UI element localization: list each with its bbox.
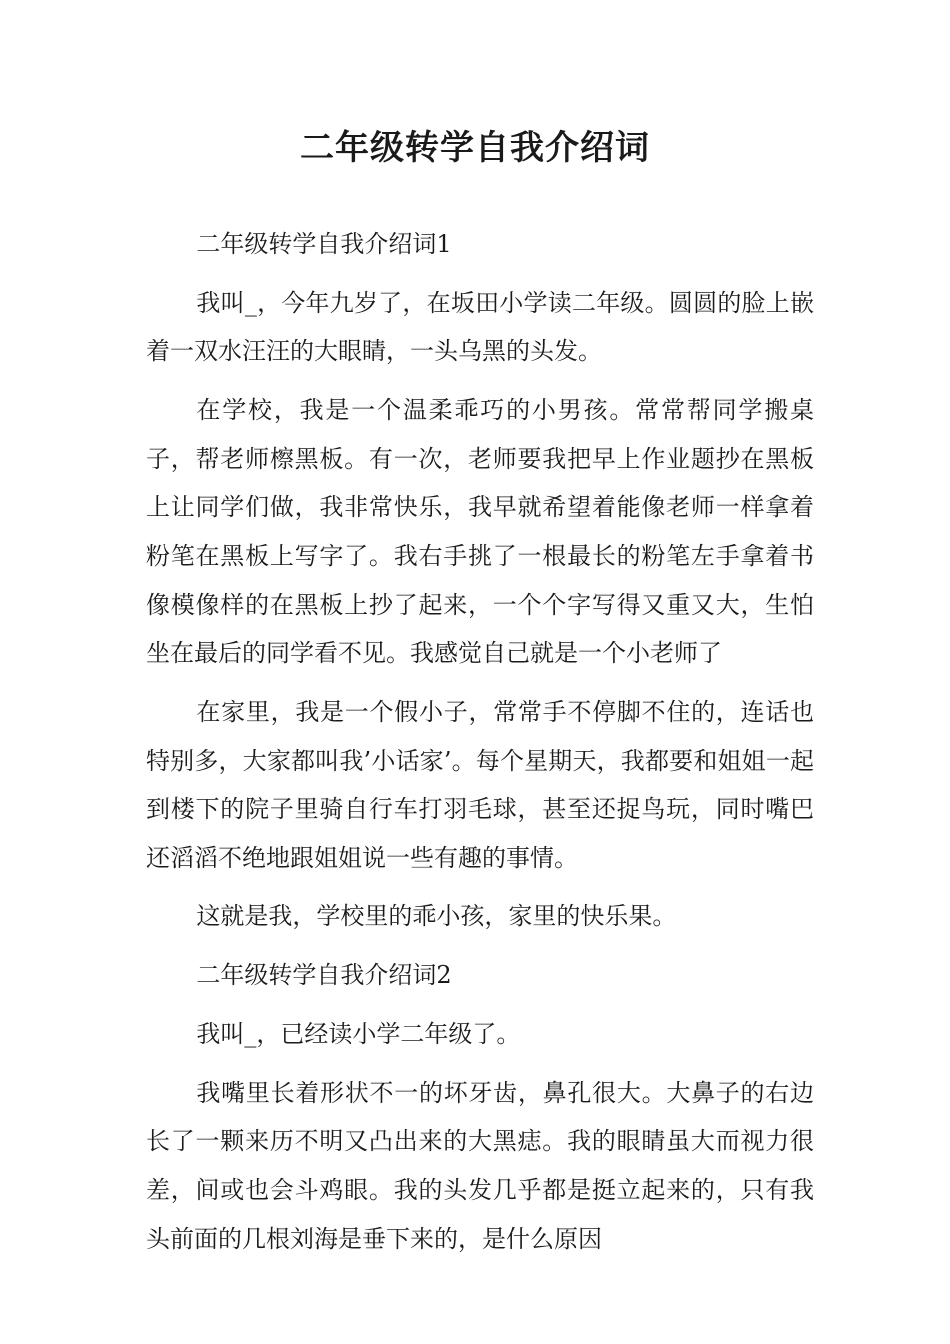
paragraph: 在学校，我是一个温柔乖巧的小男孩。常常帮同学搬桌子，帮老师檫黑板。有一次，老师要我把早上作业题抄在黑板上让同学们做，我非常快乐，我早就希望着能像老师一样拿着粉笔在黑板上写字了。我右手挑了一根最长的粉笔左手拿着书像模像样的在黑板上抄了起来，一个个字写得又重又大，生怕坐在最后的同学看不见。我感觉自己就是一个小老师了 — [146, 396, 814, 668]
paragraph: 我叫_，已经读小学二年级了。 — [196, 1020, 521, 1049]
section-heading-2: 二年级转学自我介绍词2 — [196, 961, 452, 990]
paragraph: 我叫_，今年九岁了，在坂田小学读二年级。圆圆的脸上嵌着一双水汪汪的大眼睛，一头乌黑的头发。 — [146, 288, 814, 366]
document-body — [146, 220, 814, 1273]
paragraph: 我嘴里长着形状不一的坏牙齿，鼻孔很大。大鼻子的右边长了一颗来历不明又凸出来的大黑痣。我的眼睛虽大而视力很差，间或也会斗鸡眼。我的头发几乎都是挺立起来的，只有我头前面的几根刘海是垂下来的，是什么原因 — [146, 1078, 814, 1253]
paragraph: 在家里，我是一个假小子，常常手不停脚不住的，连话也特别多，大家都叫我’小话家’。每个星期天，我都要和姐姐一起到楼下的院子里骑自行车打羽毛球，甚至还捉鸟玩，同时嘴巴还滔滔不绝地跟姐姐说一些有趣的事情。 — [146, 697, 814, 872]
section-heading-1: 二年级转学自我介绍词1 — [196, 230, 452, 258]
paragraph: 这就是我，学校里的乖小孩，家里的快乐果。 — [196, 902, 677, 931]
document-title: 二年级转学自我介绍词 — [300, 128, 650, 168]
